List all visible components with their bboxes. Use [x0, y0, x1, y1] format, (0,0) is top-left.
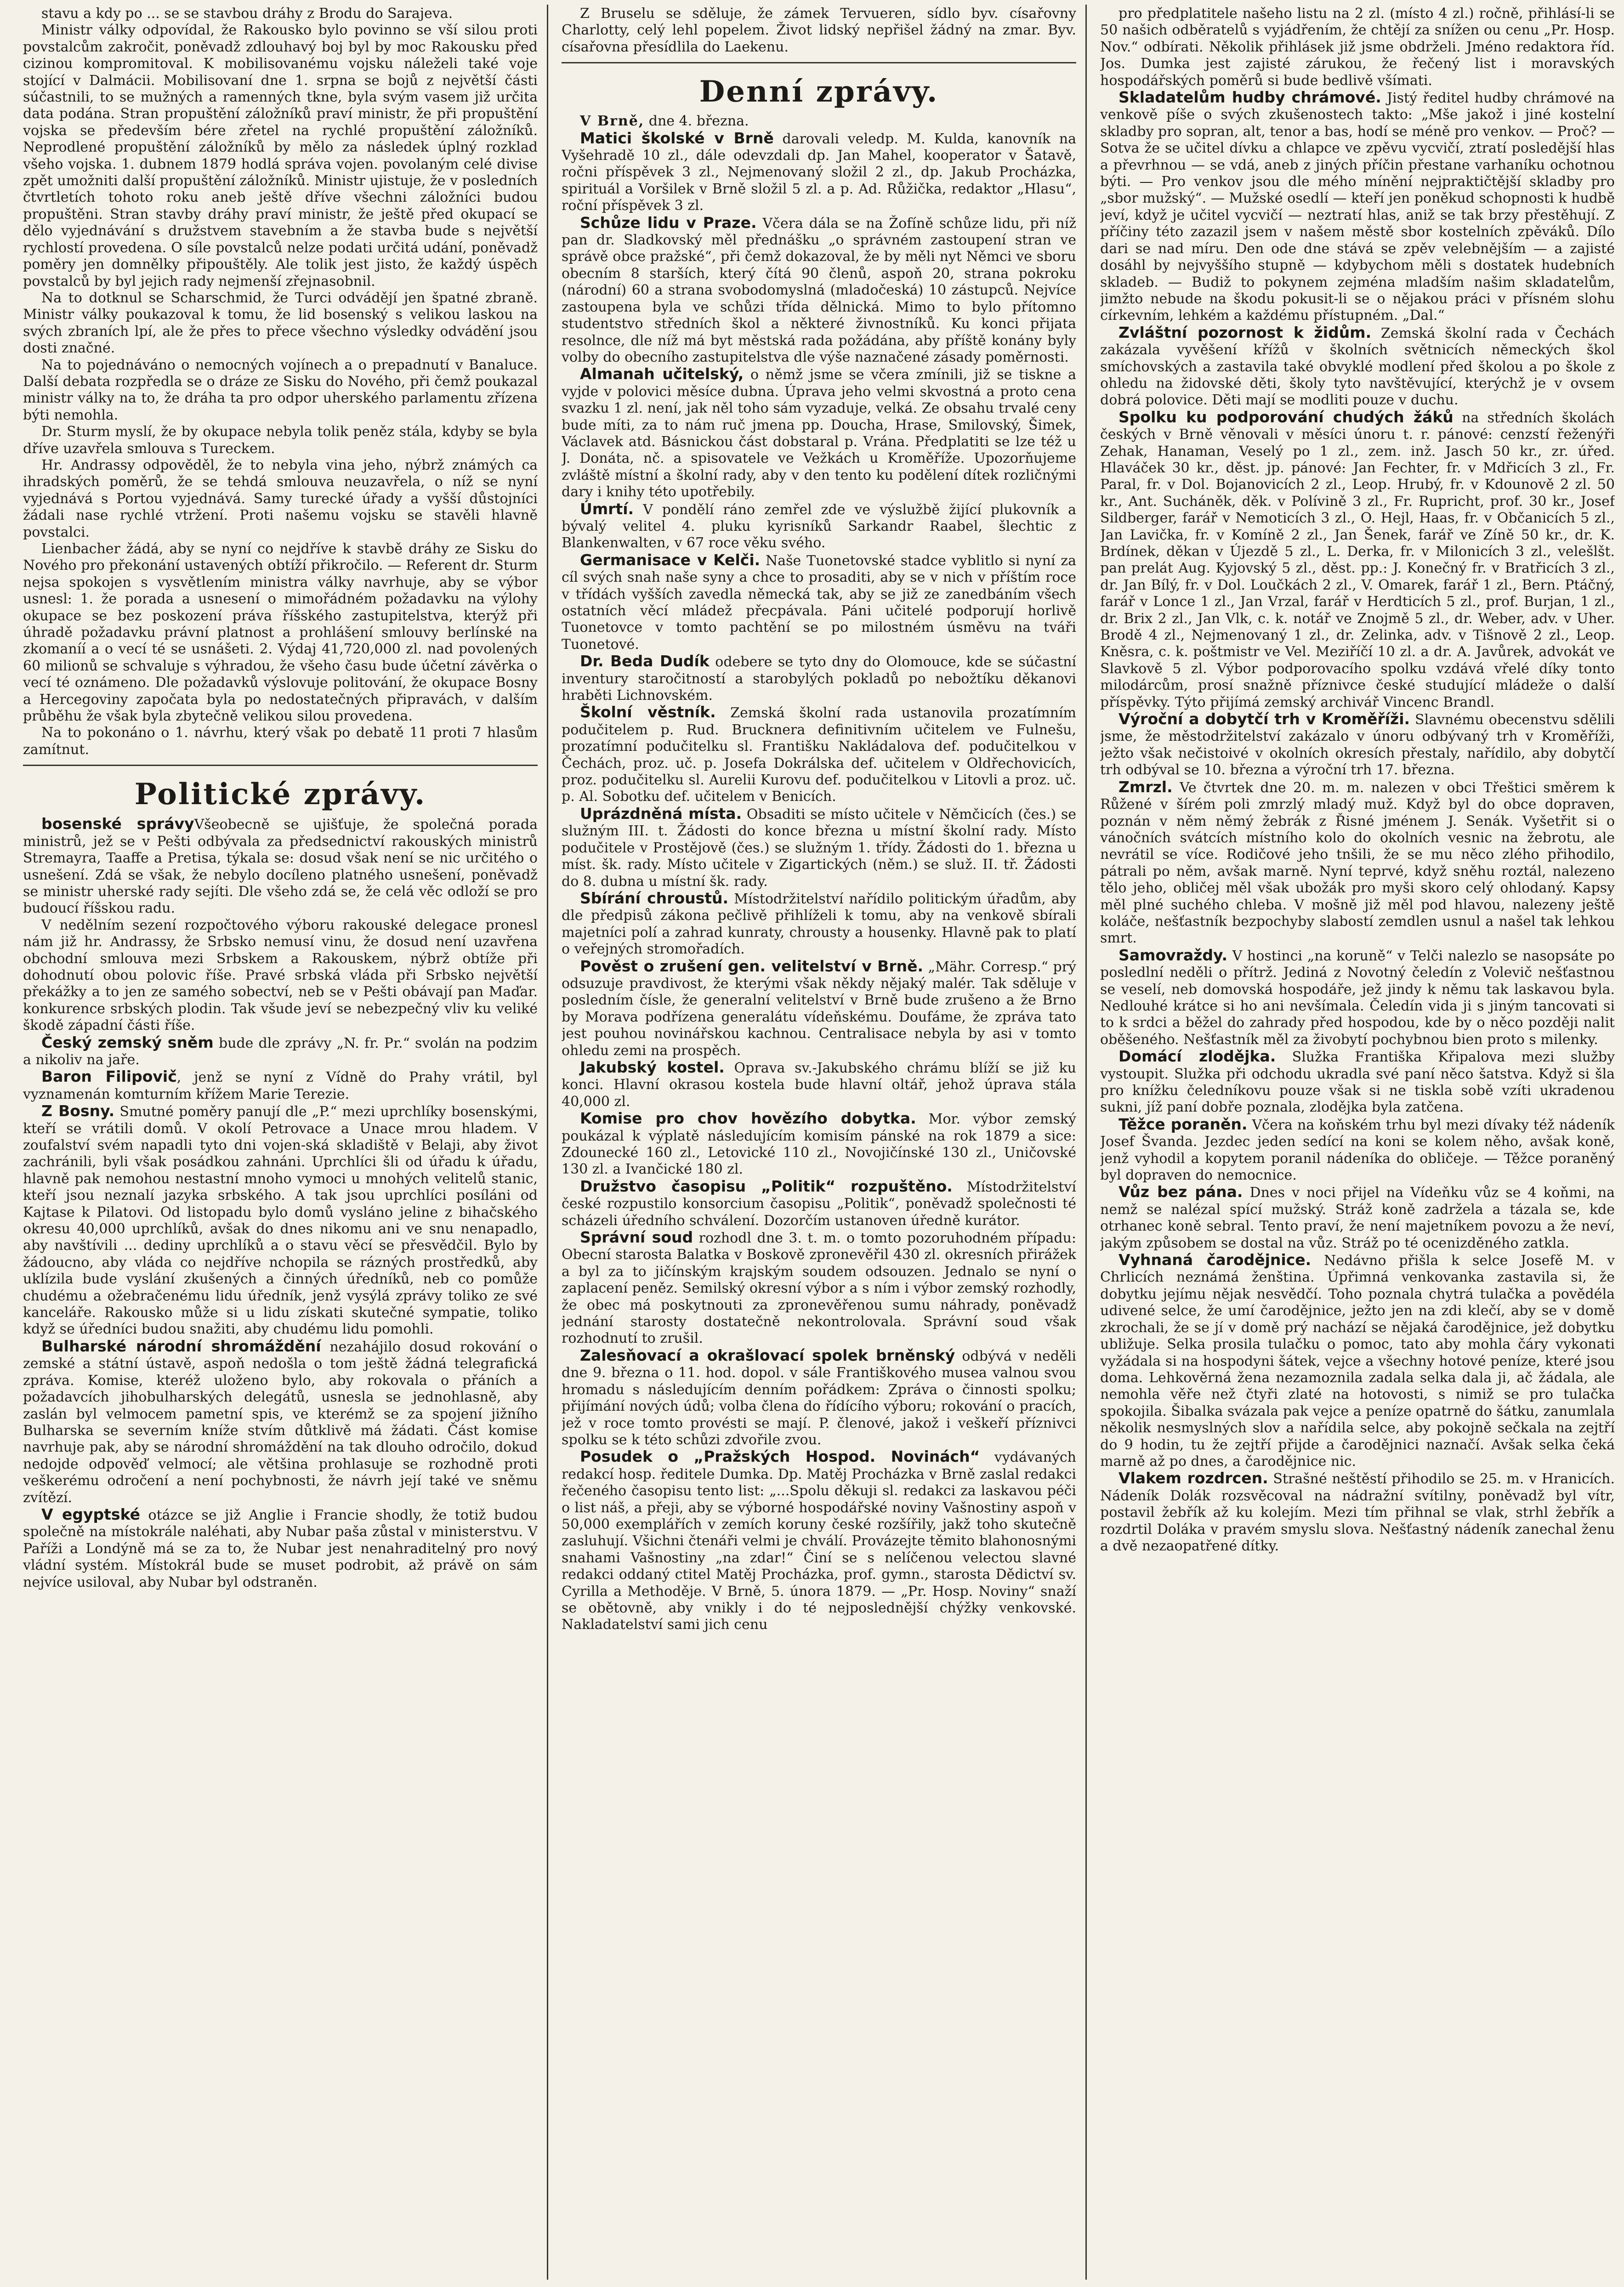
article-paragraph [1100, 324, 1615, 409]
dateline-place: V Brně, [580, 113, 645, 130]
article-headline: Baron Filipovič [41, 1067, 177, 1086]
article-text: Všeobecně se ujišťuje, že společná porada ministrů, jež se v Pešti odbývala za předsednictví rakouských ministrů Stremayra, Taaffe a Pretisa, týkala se [23, 817, 538, 867]
article-text: Smutné poměry panují dle „P.“ mezi uprchlíky bosenskými, kteří se vrátili domů. V okolí Petrovace a Unace mrou hladem. V zoufalství svém napadli tyto dni vojen-ská skladiště v Belaji, aby život zachránili, byli však posádkou zahnáni. Uprchlíci šli od úřadu k úřadu, hlavně pak nemohou nestastní mnoho vymoci u mnohých velitelů stanic, kteří jsou neznalí jazyka srbského. A tak jsou uprchlíci posíláni od Kajtase k Pilatovi. Od listopadu bylo domů vysláno jeline z bihačského okresu 40,000 uprchlíků, avšak do dnes nikomu ani ve snu nenapadlo, aby navštívili ... dediny uprchlíků a o stavu věcí se přesvědčil. Bylo by žádoucno, aby vláda co nejdříve nchopila se rázných prostředků, aby uklízila bude vyslání zkušených a činných úředníků, neb co pomůže chudému a ožebračenému lidu úředník, jenž vysýlá zprávy toliko ze své kanceláře. Rakousko může si u lidu získati skutečné sympatie, toliko když se úředníci budou snažiti, aby chudému lidu pomohli. [23, 1104, 538, 1338]
article-headline: bosenské správy [41, 815, 194, 833]
article-paragraph [1100, 1470, 1615, 1555]
article-paragraph [562, 1178, 1076, 1229]
article-headline: Výroční a dobytčí trh v Kroměříži. [1119, 710, 1410, 728]
article-paragraph [562, 1229, 1076, 1347]
article-headline: Spolku ku podporování chudých žáků [1119, 408, 1454, 426]
article-paragraph [1100, 779, 1615, 947]
article-text: o němž jsme se včera zmínili, již se tiskne a vyjde v polovici měsíce dubna. Úprava jeho velmi skvostná a proto cena svazku 1 zl. není, jak něl toho sám vyzaduje, velká. Ze obsahu trvalé ceny bude míti, za to nám ruč jmena pp. Doucha, Hrase, Smilovský, Šimek, Václavek atd. Básnickou část dobstaral p. Vrána. Předplatiti se lze též u J. Donáta, nč. a spisovatele ve Vežkách u Kroměříže. Upozorňujeme zvláště místní a školní rady, aby v den tento ku podělení dítek rozličnými dary i knihy této upotřebily. [562, 367, 1076, 500]
article-text: V hostinci „na koruně“ v Telči nalezlo se nasopsáte po posledlní neděli o přítrž. Jediná z Novotný čeledín z Volevič nešťastnou se veselí, neb domovská hospodáře, jež jindy k němu tak laskavou byla. Nedlouhé krátce si ho ani nevšímala. Čeledín vida ji s jiným tancovati si to k srdci a běžel do zahrady před hospodou, kde by o něco později nalit oběšeného. Nešťastník měl za živobytí pochybnou bien proto s milenky. [1100, 948, 1615, 1048]
article-text: odbývá v neděli dne 9. března o 11. hod. dopol. v sále Františkového musea valnou svou hromadu s následujícím denním pořádkem: Zpráva o činnosti spolku; přijímání nových údů; volba člena do řídícího výboru; rokování o pracích, jež v roce tomto provésti se mají. P. členové, jakož i veškeří příznivci spolku se k této schůzi zdvořile zvou. [562, 1348, 1076, 1448]
article-text: : dosud však není se nic určitého o usnešení. Zdá se však, že nebylo docíleno platného usnešení, poněvadž se ministr uherské rady sejíti. Dle všeho zdá se, že celá věc odloží se pro budoucí říšskou radu. [23, 850, 538, 917]
article-text: „Mähr. Corresp.“ prý odsuzuje pravdivost, že kterými však někdy nějaký malér. Tak sděluje v posledním čísle, že generalní velitelství v Brně bude zrušeno a že Brno by Morava podřízena generalátu vídeňskému. Doufáme, že zpráva tato jest pouhou novinářskou kachnou. Centralisace nebyla by asi v tomto ohledu zemi na prospěch. [562, 959, 1076, 1059]
article-text: pronesl nám již hr. Andrassy, že Srbsko nemusí vinu, že dosud není uzavřena obchodní smlouva mezi Srbskem a Rakouskem, nýbrž obtíže při dohodnutí obou polovic říše. Pravé srbská vláda při Srbsko největší překážky a to jen ze samého sobectví, neb se v Pešti obávají pan Maďar. konkurence srbských plodin. Tak všude jeví se nebezpečný vliv ku veliké škodě západní části říše. [23, 917, 538, 1034]
column-rule-1 [547, 5, 548, 2280]
article-headline: Úmrtí. [580, 499, 634, 518]
article-text: darovali veledp. M. Kulda, kanovník na Vyšehradě 10 zl., dále odevzdali dp. Jan Mahel, kooperator v Šatavě, ročni příspěvek 3 zl., Nejmenovaný složil 2 zl., dp. Jakub Procházka, spirituál a Voršilek v Brně složil 5 zl. a p. Ad. Růžička, redaktor „Hlasu“, roční příspěvek 3 zl. [562, 131, 1076, 214]
article-headline: Schůze lidu v Praze. [580, 213, 757, 232]
dateline-date: dne 4. března. [644, 113, 749, 130]
article-paragraph [562, 6, 1076, 56]
article-headline: Almanah učitelský, [580, 365, 744, 383]
article-paragraph [1100, 1048, 1615, 1116]
article-text: Naše Tuonetovské stadce vyblitlo si nyní za cíl svých snah naše syny a chce to prosaditi, aby se v nich v příštím roce v třídách vyšších zavedla německá tak, aby se již ze zanedbáním všech ostatních věcí mládež přecpávala. Páni učitelé podporují horlivě Tuonetovce v tomto pachtění se po milostném úsměvu na tváři Tuonetové. [562, 552, 1076, 653]
article-text: Hr. Andrassy odpověděl, že to nebyla vina jeho, nýbrž známých ca ihradských poměrů, že se tehdá smlouva neuzavřela, o níž se nyní vyjednává s Portou vyjednává. Samy turecké úřady a vyšší důstojníci žádali nase rychlé vtržení. Proti našemu vojsku se stavěli hlavně povstalci. [23, 457, 538, 540]
article-headline: Český zemský sněm [41, 1033, 214, 1051]
article-text: Místodržitelství české rozpustilo konsorcium časopisu „Politik“, poněvadž společnosti té scházeli úředního schválení. Dozorčím ustanoven úředně kurátor. [562, 1179, 1076, 1229]
article-headline: Domácí zlodějka. [1119, 1047, 1276, 1066]
section-divider [23, 765, 538, 766]
article-text: vydávaných redakcí hosp. ředitele Dumka. Dp. Matěj Procházka v Brně zaslal redakci řečeného časopisu tento list: „...Spolu děkuji sl. redakci za laskavou péči o list náš, a přeji, aby se výborné hospodářské noviny Vašnostiny aspoň v 50,000 exemplářích v zemích koruny české rozšířily, jakž toho skutečně zasluhují. Všichni čtenáři velmi je chválí. Provázejte těmito blahonosnými snahami Vašnostiny „na zdar!“ Činí se s nelíčenou velectou slavné redakci oddaný ctitel Matěj Procházka, prof. gymn., starosta Dědictví sv. Cyrilla a Methoděje. V Brně, 5. února 1879. — „Pr. Hosp. Noviny“ snaží se obětovně, aby vnikly i do té nejposlednější chýžky venkovské. Nakladatelství sami jich cenu [562, 1449, 1076, 1633]
article-paragraph [1100, 947, 1615, 1048]
article-text: Zemská školní rada ustanovila prozatímním podučitelem p. Rud. Brucknera definitivním učitelem ve Fulnešu, prozatímní podučitelku sl. Františku Nakládalova def. podučitelkou v Čechách, proz. uč. p. Josefa Dokrálska def. učitelem v Oldřechovicích, proz. podučitelku sl. Aurelii Kurovu def. podučitelkou v Litovli a proz. uč. p. Al. Sobotku def. učitelem v Benicích. [562, 705, 1076, 805]
article-text: pro předplatitele našeho listu na 2 zl. (místo 4 zl.) ročně, přihlásí-li se 50 našich odběratelů s vyjádřením, že chtějí za snížen ou cenu „Pr. Hosp. Nov.“ odbírati. Několik přihlásek již jsme obdrželi. Jméno redaktora říd. Jos. Dumka jest zajisté zárukou, že řečený list i moravských hospodářských poměrů si bude bedlivě všímati. [1100, 6, 1615, 89]
article-paragraph [1100, 711, 1615, 779]
article-paragraph [562, 1110, 1076, 1178]
article-paragraph [1100, 1116, 1615, 1184]
article-paragraph [1100, 409, 1615, 711]
article-headline: Komise pro chov hovězího dobytka. [580, 1109, 916, 1128]
article-text: V pondělí ráno zemřel zde ve výslužbě žijící plukovník a bývalý velitel 4. pluku kyrisníků Sarkandr Raabel, šlechtic z Blankenwalten, v 67 roce věku svého. [562, 501, 1076, 551]
article-paragraph [23, 1034, 538, 1069]
article-headline: Těžce poraněn. [1119, 1115, 1248, 1133]
article-paragraph [562, 890, 1076, 958]
article-text: Mor. výbor zemský poukázal k výplatě následujícím komisím pánské na rok 1879 a sice: Zdounecké 160 zl., Letovické 110 zl., Novojičínské 130 zl., Uničovské 130 zl. a Ivančické 180 zl. [562, 1111, 1076, 1178]
article-headline: Pověst o zrušení gen. velitelství v Brně. [580, 957, 924, 975]
article-headline: Vůz bez pána. [1119, 1183, 1243, 1201]
article-paragraph [562, 958, 1076, 1059]
article-headline: Uprázdněná místa. [580, 804, 742, 823]
article-text: Nedávno přišla k selce Josefě M. v Chrlicích neznámá ženština. Úpřimná venkovanka zastavila si, že dobytku jejímu nějak nesvědčí. Toho poznala chytrá tulačka a povědéla udivené selce, že umí čarodějnice, ježto jen na zdi klečí, aby se v domě zkrochali, že se jí v domě prý nachází se nějaká čarodějnice, jež dobytku ubližuje. Selka prosila tulačku o pomoc, tato aby mohla čáry vykonati vyžádala si na hospodyni šátek, vejce a všechny hotové peníze, které jsou doma. Lehkověrná žena nezamoznila zadala selka dala ji, ač žádala, ale nemohla věře než čtyři zlaté na hotovosti, s nimiž se pro tulačka spokojila. Šibalka svázala pak vejce a peníze opatrně do šátku, zanumlala několik nesmyslných slov a nařídila selce, aby pokojně sečkala na zejtří do 9 hodin, tu že zejtří přijde a čarodějnici naznačí. Avšak selka čeká marně až po dnes, a čarodějnice nic. [1100, 1253, 1615, 1470]
article-headline: Školní věstník. [580, 703, 716, 721]
article-paragraph [562, 501, 1076, 552]
article-paragraph [562, 130, 1076, 215]
article-headline: Správní soud [580, 1228, 693, 1247]
article-paragraph [562, 1347, 1076, 1448]
article-text: stavu a kdy po ... se se stavbou dráhy z Brodu do Sarajeva. [41, 6, 453, 22]
article-paragraph [23, 816, 538, 917]
article-text: Místodržitelství nařídilo politickým úřadům, aby dle předpisů zákona pečlivě přihlíželi k tomu, aby na venkově sbírali majetníci polí a zahrad kunraty, chrousty a housenky. Hlavně pak to platí o veřejných stromořadích. [562, 891, 1076, 958]
article-paragraph [23, 1338, 538, 1506]
article-paragraph [1100, 89, 1615, 324]
article-headline: Z Bosny. [41, 1102, 115, 1120]
dateline [562, 113, 1076, 130]
article-paragraph [23, 1506, 538, 1591]
article-paragraph [23, 6, 538, 22]
article-paragraph [23, 541, 538, 725]
article-paragraph [23, 357, 538, 424]
article-headline: Dr. Beda Dudík [580, 652, 710, 670]
article-headline: Vyhnaná čarodějnice. [1119, 1251, 1312, 1269]
article-text: Na to dotknul se Scharschmid, že Turci odvádějí jen špatné zbraně. Ministr války poukazoval k tomu, že lid bosenský s velikou laskou na svých zbraních lpí, ale že přes to přece všechno výsledky odvádění jsou dosti značné. [23, 289, 538, 357]
article-headline: Zmrzl. [1119, 777, 1173, 796]
article-text: na středních školách českých v Brně věnovali v měsíci únoru t. r. pánové: cenzstí řeženýři Zehak, Hanaman, Veselý po 1 zl., zem. inž. Jasch 50 kr., zr. úřed. Hlaváček 30 kr., děst. jp. pánové: Jan Fechter, fr. v Mdřicích 3 zl., Fr. Paral, fr. v Dol. Bojanovicích 2 zl., Leop. Hrubý, fr. v Kdounově 2 zl. 50 kr., Ant. Sucháněk, děk. v Polívině 3 zl., Fr. Rupricht, prof. 30 kr., Josef Sildberger, farář v Nemoticích 3 zl., O. Hejl, Haas, fr. v Občanicích 5 zl., Jan Lavička, fr. v Komíně 2 zl., Jan Šenek, farář ve Zíně 50 kr., dr. K. Brdínek, děkan v Újezdě 5 zl., L. Derka, fr. v Milonicích 3 zl., velešlšt. pan prelát Aug. Kyjovský 5 zl., děst. pp.: J. Konečný fr. v Bratřicích 3 zl., dr. Jan Bílý, fr. v Dol. Loučkách 2 zl., V. Omarek, farář 1 zl., Bern. Ptáčný, farář v Lonce 1 zl., Jan Vrzal, farář v Herdticích 5 zl., prof. Burjan, 1 zl., dr. Brix 2 zl., Jan Vlk, c. k. notář ve Znojmě 5 zl., dr. Weber, adv. v Uher. Brodě 4 zl., Nejmenovaný 1 zl., dr. Zelinka, adv. v Tišnově 2 zl., Leop. Kněsra, c. k. poštmistr ve Vel. Meziříčí 10 zl. a dr. A. Javůrek, advokát ve Slavkově 5 zl. Výbor podporovacího spolku vzdává vřelé díky tonto milodárcům, prosí snažně příznivce české studující mládeže o další příspěvky. Týto přijímá zemský archivář Vincenc Brandl. [1100, 409, 1615, 710]
article-paragraph [23, 290, 538, 357]
article-text: Strašné neštěstí přihodilo se 25. m. v Hranicích. Nádeník Dolák rozsvěcoval na nádražní svítilny, poněvadž byl vítr, postavil žebřík až ku kolejím. Mezi tím přihnal se vlak, strhl žebřík a rozdrtil Doláka v pravém smyslu slova. Nešťastný nádeník zanechal ženu a dvě nezaopatřené dítky. [1100, 1471, 1615, 1554]
article-paragraph [562, 1448, 1076, 1633]
article-text: Na to pojednáváno o nemocných vojínech a o prepadnutí v Banaluce. Další debata rozpředla se o dráze ze Sisku do Nového, při čemž poukazal ministr války na to, že dráha ta pro odpor uherského parlamentu zřízena býti nemohla. [23, 357, 538, 423]
column-rule-2 [1085, 5, 1087, 2280]
section-heading: Denní zprávy. [699, 74, 939, 109]
article-paragraph [23, 424, 538, 457]
column-1 [23, 6, 538, 2280]
article-text: Slavnému obecenstvu sdělili jsme, že městodržitelství zakázalo v únoru odbývaný trh v Kroměříži, ježto však nečistoivé v okolních okresích přestaly, nařídilo, aby dobytčí trh odbýval se 10. března a výroční trh 17. března. [1100, 712, 1615, 778]
article-text: Jistý ředitel hudby chrámové na venkově píše o svých zkušenostech takto: „Mše jakož i jiné kostelní skladby pro sopran, alt, tenor a bas, hodí se méně pro venkov. — Proč? — Sotva že se učitel dívku a chlapce ve zpěvu vycvičí, ztratí posledější hlas a převrhnou — se vdá, aneb z jiných příčin přestane varhaníku ochotnou býti. — Pro venkov jsou dle mého mínění nejpraktičtější skladby pro „sbor mužský“. — Mužské osedlí — kteří jen poněkud schopnosti k hudbě jeví, když je učitel vycvičí — neztratí hlas, aniž se tak brzy přestěhují. Z příčiny této zazazil jsem v našem městě sbor kostelních zpěváků. Dílo dari se nad míru. Den ode dne stává se zpěv velebnějším — a zajisté dosáhl by nejvyššího stupně — kdybychom měli s dostatek hudebních skladeb. — Budiž to pokynem zejména mladším našim skladatelům, jimžto nebude na škodu pokusit-li se o nějakou práci v přísném slohu církevním, lehkém a každému přístupném. „Dal.“ [1100, 90, 1615, 324]
article-paragraph [1100, 6, 1615, 89]
article-text: Ministr války odpovídal, že Rakousko bylo povinno se vší silou proti povstalcům zakročit, poněvadž zdlouhavý boj byl by moc Rakousku před cizinou kompromitoval. K mobilisovanému vojsku náleželi také voje stojící v Dalmácii. Mobilisovaní dne 1. srpna se bojů z největší části súčastnili, to se mužných a ramenných tkne, byla svým vasem již určita data podána. Stran propuštění záložníků praví ministr, že při propuštění vojska se především bére zřetel na rychlé propuštění záložníků. Neprodlené propuštění záložníků by mělo za následek úplný rozklad všeho vojska. 1. dubnem 1879 hodlá správa vojen. povolaným celé divise zpět umožniti další propuštění záložníků. Ministr ujistuje, že v posledních čtvrtletích tohoto roku aneb ještě dříve všechni záložníci budou propuštěni. Stran stavby dráhy praví ministr, že ještě před okupací se dělo vyjednávání s družstvem stavebním a že stavba bude s největší rychlostí provedena. O síle povstalců nelze podati určitá udání, poněvadž poměry jen domnělky připouštěly. Ale tolik jest jisto, že každý úspěch povstalců by byl jejich rady nejmenší zřejnasobnil. [23, 22, 538, 289]
article-text: bude dle zprávy „N. fr. Pr.“ svolán na podzim a nikoliv na jaře. [23, 1035, 538, 1068]
article-headline: Družstvo časopisu „Politik“ rozpuštěno. [580, 1177, 953, 1195]
article-paragraph [1100, 1184, 1615, 1252]
article-text: V nedělním sezení rozpočtového výboru rakouské delegace [41, 917, 477, 933]
column-2 [562, 6, 1076, 2280]
article-text: Zemská školní rada v Čechách zakázala vyvěšení křížů v školních světnicích německých škol smíchovských a zastavila také obvyklé modlení před školou a po škole z ohledu na židovské děti, školy tyto navštěvující, kterýchž je v ovsem dobrá polovice. Děti mají se modliti pouze v duchu. [1100, 325, 1615, 409]
article-paragraph [23, 1068, 538, 1103]
article-text: , jenž se nyní z Vídně do Prahy vrátil, byl vyznamenán komturním křížem Marie Terezie. [23, 1069, 538, 1102]
article-headline: Bulharské národní shromáždění [41, 1337, 321, 1355]
article-text: Včera dála se na Žofíně schůze lidu, při níž pan dr. Sladkovský měl přednášku „o správném zastoupení stran ve správě obce pražské“, při čemž dokazoval, že by měli nyt Němci ve sboru obecním 8 starších, který čítá 90 členů, aspoň 20, strana pokroku (národní) 60 a strana svobodomyslná (mladočeská) 10 zástupců. Nejvíce zastoupena byla ve schůzi třída dělnická. Mimo to bylo přítomno studentstvo středních škol a některé živnostníků. Ku konci přijata resolnce, dle níž má byt městská rada požádána, aby příště konány byly volby do obecního zastupitelstva dle výše naznačené zásady poměrnosti. [562, 215, 1076, 365]
article-paragraph [23, 1103, 538, 1338]
article-paragraph [562, 704, 1076, 805]
article-text: nezahájilo dosud rokování o zemské a státní ústavě, aspoň nedošla o tom ještě žádná telegrafická zpráva. Komise, kteréž uloženo bylo, aby rokovala o přáních a požadavcích jihobulharských delegátů, usnesla se jednohlasně, aby zaslán byl velmocem pametní spis, ve kterémž se za spojení jižního Bulharska se severním kníže stvím důtklivě má žádati. Část komise navrhuje pak, aby se národní shromáždění na tak dlouho odročilo, dokud nedojde odpověď velmocí; ale většina prohlasuje se rozhodně proti veškerému odročení a není pochybnosti, že návrh její také ve sněmu zvítězí. [23, 1339, 538, 1506]
article-text: rozhodl dne 3. t. m. o tomto pozoruhodném případu: Obecní starosta Balatka v Boskově zpronevěřil 430 zl. okresních přirážek a byl za to jičínským krajským soudem odsouzen. Jednalo se nyní o zaplacení peněz. Semilský okresní výbor a s ním i výbor zemský rozhodly, že obec má poskytnouti za zpronevěřenou sumu náhrady, poněvadž jednání starosty dostatečně nekontrolovala. Správní soud však rozhodnutí to zrušil. [562, 1230, 1076, 1347]
section-divider [562, 62, 1076, 63]
article-headline: Jakubský kostel. [580, 1058, 725, 1076]
article-headline: Zalesňovací a okrašlovací spolek brněnský [580, 1346, 955, 1364]
article-headline: Skladatelům hudby chrámové. [1119, 88, 1381, 107]
article-paragraph [562, 215, 1076, 366]
article-paragraph [562, 552, 1076, 653]
article-paragraph [562, 366, 1076, 500]
article-paragraph [23, 22, 538, 290]
article-text: otázce se již Anglie i Francie shodly, že totiž budou společně na místokrále naléhati, aby Nubar paša zůstal v ministerstvu. V Paříži a Londýně má se za to, že Nubar jest nenahraditelný pro nový vládní systém. Místokrál bude se muset podrobit, až právě on sám nejvíce usiloval, aby Nubar byl odstraněn. [23, 1507, 538, 1590]
article-paragraph [1100, 1252, 1615, 1470]
article-headline: Vlakem rozdrcen. [1119, 1469, 1268, 1487]
article-text: Na to pokonáno o 1. návrhu, který však po debatě 11 proti 7 hlasům zamítnut. [23, 725, 538, 758]
section-heading: Politické zprávy. [134, 777, 426, 812]
article-text: Služka Františka Křipalova mezi služby vystoupit. Služka při odchodu ukradla své paní něco šatstva. Když si šla pro knížku čeledníkovu pouze však si ne tiskla sobě vzíti ukradenou sukni, jíž paní dobře poznala, zlodějka byla zatčena. [1100, 1049, 1615, 1116]
article-headline: Sbírání chroustů. [580, 889, 729, 907]
article-text: Ve čtvrtek dne 20. m. m. nalezen v obci Třeštici směrem k Růžené v šírém poli zmrzlý mladý muž. Když byl do obce dopraven, poznán v něm němý žebrák z Řisné jménem J. Senák. Vyšetřit si o vánočních svátcích místního kolo do okolních vesnic na žebrotu, ale nevrátil se více. Rodičové jeho tnšili, že se mu něco zlého přihodilo, pátrali po něm, avšak marně. Nyní teprvé, když sněhu roztál, nalezeno tělo jeho, obličej měl však ubožák pro myši skoro celý ohlodaný. Kapsy měl plné suchého chleba. V mošně již měl pod hlavou, nalezeny ještě koláče, nešťastník bezpochyby slabostí zemdlen usnul a našel tak lehkou smrt. [1100, 779, 1615, 947]
article-paragraph [562, 653, 1076, 704]
article-paragraph [23, 917, 538, 1034]
article-paragraph [562, 806, 1076, 890]
article-paragraph [23, 725, 538, 758]
article-headline: V egyptské [41, 1505, 141, 1523]
article-text: Oprava sv.-Jakubského chrámu blíží se již ku konci. Hlavní okrasou kostela bude hlavní oltář, jehož úprava stála 40,000 zl. [562, 1060, 1076, 1110]
column-3 [1100, 6, 1615, 2280]
article-text: Dnes v noci přijel na Vídeňku vůz se 4 koňmi, na nemž se nalézal spící mužský. Stráž koně zadržela a tázala se, kde otrhanec koně sebral. Tento praví, že není majetníkem povozu a že neví, jakým způsobem se dostal na vůz. Stráž po té ocenizděného zatkla. [1100, 1185, 1615, 1251]
article-headline: Germanisace v Kelči. [580, 550, 761, 569]
article-text: Obsaditi se místo učitele v Němčicích (čes.) se služným III. t. Žádosti do konce března u místní školní rady. Místo podučitele v Prostějově (čes.) se služným 1. třídy. Žádosti do 1. března u míst. šk. rady. Místo učitele v Zigartických (něm.) se služ. II. tř. Žádosti do 8. dubna u místní šk. rady. [562, 806, 1076, 890]
article-text: Včera na koňském trhu byl mezi dívaky též nádeník Josef Švanda. Jezdec jeden sedící na koni se kolem něho, avšak koně, jenž vyhodil a kopytem poranil nádeníka do obličeje. — Těžce poraněný byl dopraven do nemocnice. [1100, 1117, 1615, 1184]
article-headline: Zvláštní pozornost k židům. [1119, 323, 1372, 341]
article-paragraph [562, 1059, 1076, 1110]
article-headline: Samovraždy. [1119, 946, 1227, 964]
article-text: Z Bruselu se sděluje, že zámek Tervueren, sídlo byv. císařovny Charlotty, celý lehl popelem. Život lidský nepřišel žádný na zmar. Byv. císařovna přesídlila do Laekenu. [562, 6, 1076, 55]
article-headline: Matici školské v Brně [580, 129, 774, 147]
article-paragraph [23, 457, 538, 541]
article-headline: Posudek o „Pražských Hospod. Novinách“ [580, 1447, 980, 1466]
article-text: Lienbacher žádá, aby se nyní co nejdříve k stavbě dráhy ze Sisku do Nového pro překonání ustavených obtíží přikročilo. — Referent dr. Sturm nejsa spokojen s vysvětlením ministra války navrhuje, aby se výbor usnesl: 1. že porada a usnesení o mimořádném požadavku na výlohy okupace se bez poskození práva říšského zastupitelstva, kterýž při úhradě požadavku právní platnost a prohlášení smlouvy berlínské na zkomaníí a o vecí té se usnášeti. 2. Výdaj 41,720,000 zl. nad povolených 60 milionů se schvaluje s výhradou, že všeho času bude účetní závěrka o vecí té oznámeno. Dle požadavků výslovuje politování, že okupace Bosny a Hercegoviny započata byla po nedostatečných připravách, v dalším průběhu že však byla zbytečně velikou silou provedena. [23, 541, 538, 725]
article-text: Dr. Sturm myslí, že by okupace nebyla tolik peněz stála, kdyby se byla dříve uzavřela smlouva s Tureckem. [23, 424, 538, 457]
article-text: odebere se tyto dny do Olomouce, kde se súčastní inventury staročitností a starobylých pokladů po nebožtíku děkanovi hraběti Lichnovském. [562, 654, 1076, 704]
